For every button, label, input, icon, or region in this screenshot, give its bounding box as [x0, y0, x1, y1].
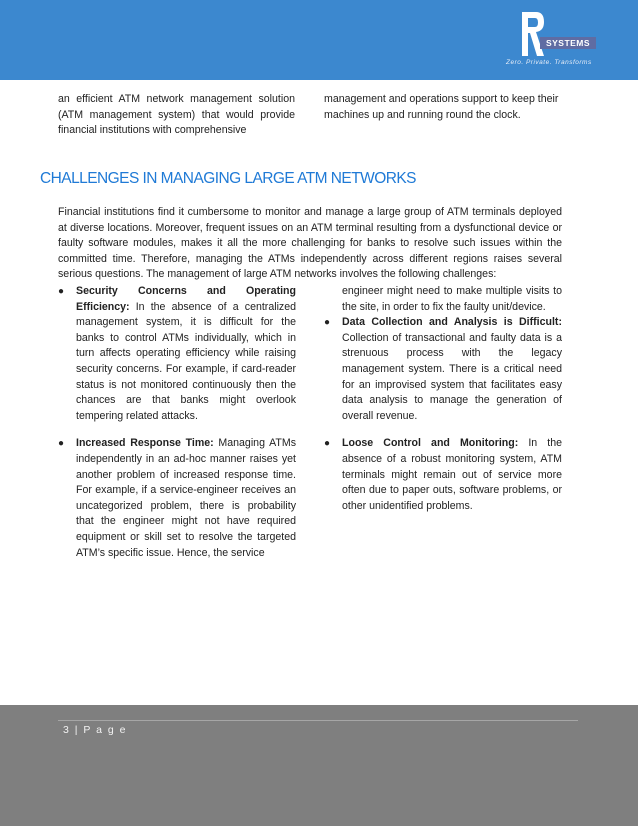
list-item — [58, 284, 296, 424]
challenges-right-column — [324, 284, 562, 526]
list-item — [324, 436, 562, 514]
list-item-text: In the absence of a centralized management system, it is difficult for the banks to control ATMs individually, which in turn affects operating efficiency while raising security concerns. For example, if card-reader status is not monitored continuously then the chances are that banks might overlook tempering related attacks. — [76, 300, 296, 422]
page-number: 3 | P a g e — [63, 724, 127, 736]
bullet-icon: ● — [58, 286, 65, 297]
logo-tagline: Zero. Private. Transforms — [506, 59, 592, 66]
footer-divider — [58, 720, 578, 721]
list-item — [324, 315, 562, 424]
logo-r-mark-icon — [520, 10, 546, 58]
challenges-left-column — [58, 284, 296, 573]
list-item-text: Collection of transactional and faulty data is a strenuous process with the legacy management system. There is a critical need for an improvised system that facilitates easy data analysis to manage the generation of overall revenue. — [342, 331, 562, 422]
top-right-text: management and operations support to keep their machines up and running round the clock. — [324, 93, 559, 121]
bullet-icon: ● — [58, 438, 65, 450]
list-item-continuation: engineer might need to make multiple visits to the site, in order to fix the faulty unit/device. — [342, 285, 562, 313]
company-logo — [498, 10, 618, 70]
list-item-text: Managing ATMs independently in an ad-hoc manner raises yet another problem of increased response time. For example, if a service-engineer receives an uncategorized problem, there is probability that the engineer might not have required equipment or skill set to resolve the targeted ATM’s specific issue. Hence, the service — [76, 437, 296, 559]
list-item-title: Security Concerns and Operating Efficiency: — [76, 285, 296, 313]
top-left-column — [58, 92, 295, 139]
section-title: CHALLENGES IN MANAGING LARGE ATM NETWORKS — [40, 170, 416, 187]
bullet-icon: ● — [324, 317, 331, 329]
list-item-text: In the absence of a robust monitoring system, ATM terminals might remain out of service more often due to paper outs, software problems, or other unidentified problems. — [342, 437, 562, 512]
section-intro: Financial institutions find it cumbersome to monitor and manage a large group of ATM terminals deployed at diverse locations. Moreover, frequent issues on an ATM terminal resulting from a dysfunctional device or faulty software modules, makes it all the more challenging for banks to resolve such issues within the committed time. Therefore, managing the ATMs independently across different regions raises several serious questions. The management of large ATM networks involves the following challenges: — [58, 206, 562, 281]
top-right-column — [324, 92, 562, 123]
list-item-title: Data Collection and Analysis is Difficult: — [342, 316, 562, 329]
top-left-text: an efficient ATM network management solution (ATM management system) that would provide financial institutions with comprehensive — [58, 93, 295, 137]
logo-brand-label: SYSTEMS — [540, 37, 596, 49]
bullet-icon: ● — [324, 438, 331, 450]
list-item-title: Increased Response Time: — [76, 437, 214, 450]
list-item — [58, 436, 296, 561]
header-band — [0, 0, 638, 80]
list-item-title: Loose Control and Monitoring: — [342, 437, 519, 450]
